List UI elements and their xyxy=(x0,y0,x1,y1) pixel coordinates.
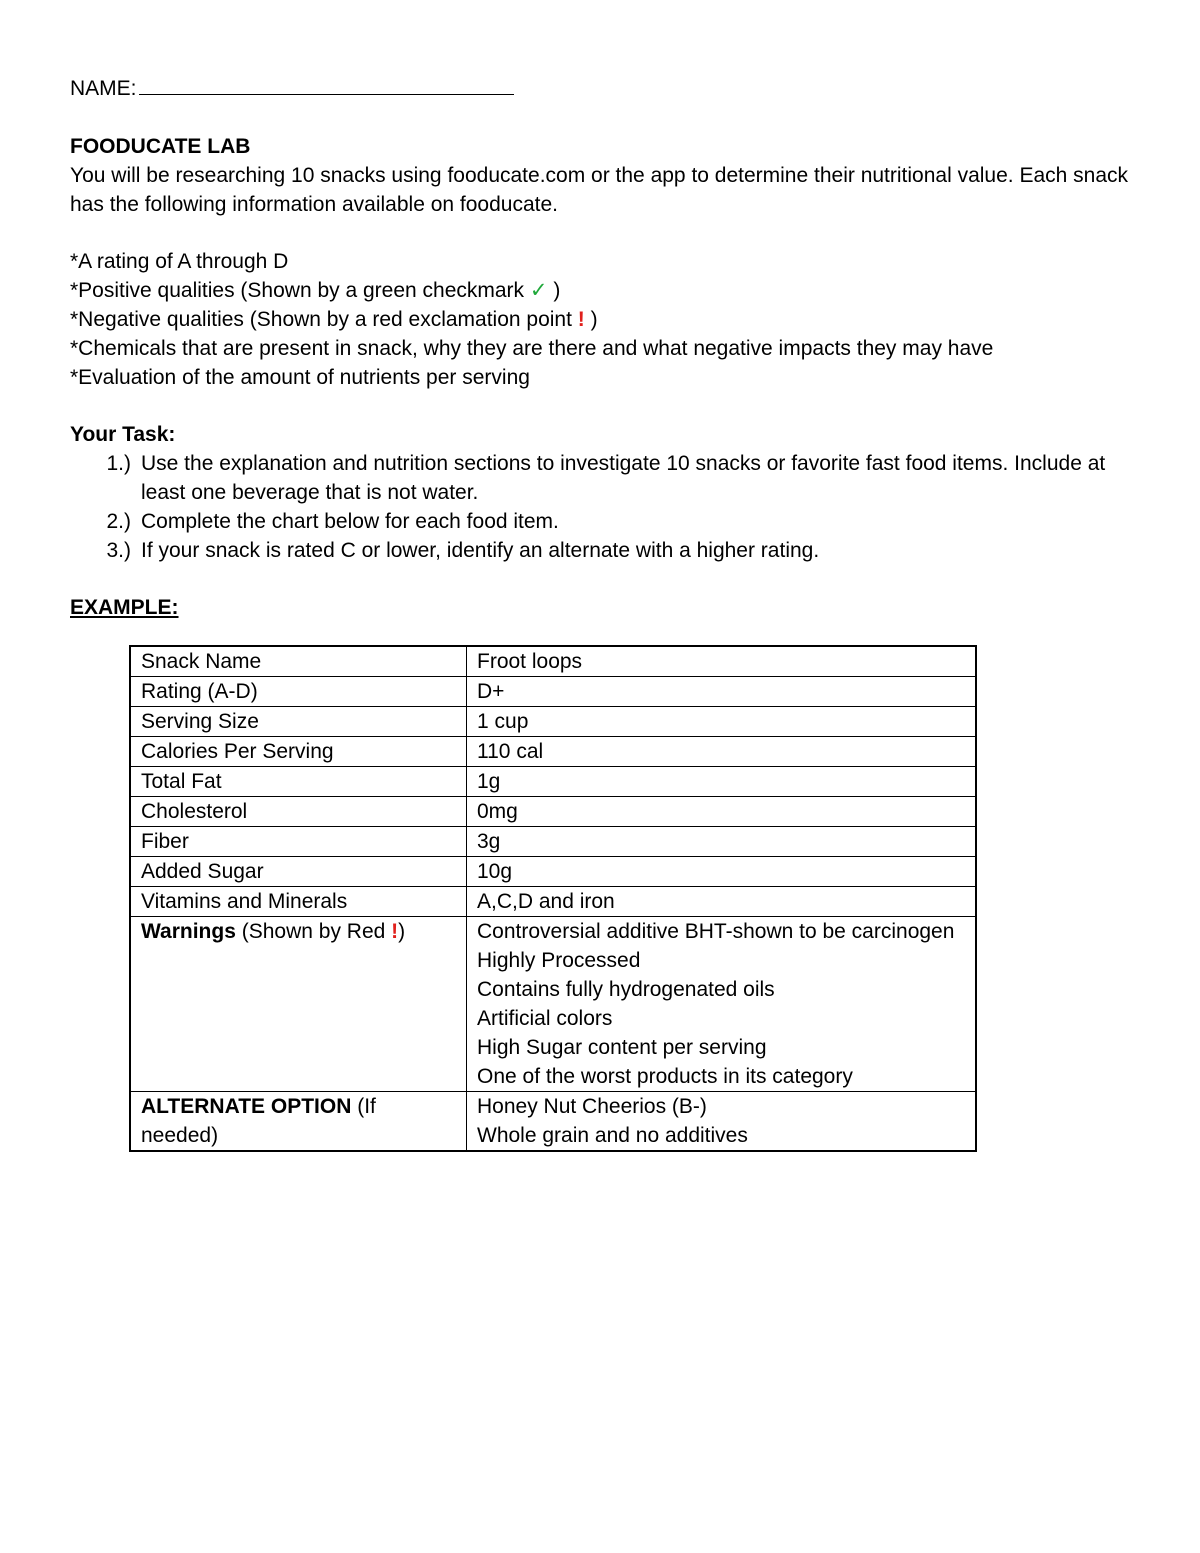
warnings-label: Warnings (Shown by Red !) xyxy=(130,917,467,1092)
warnings-values xyxy=(467,917,977,1092)
alternate-item: Whole grain and no additives xyxy=(477,1124,748,1147)
alternate-item: Honey Nut Cheerios (B-) xyxy=(477,1095,707,1118)
table-row xyxy=(130,887,976,917)
example-chart-table xyxy=(129,645,977,1152)
table-row xyxy=(130,646,976,677)
info-chemicals: *Chemicals that are present in snack, why they are there and what negative impacts they may have xyxy=(70,337,994,360)
row-value: Froot loops xyxy=(467,646,977,677)
table-row xyxy=(130,797,976,827)
row-value: 3g xyxy=(467,827,977,857)
task-heading: Your Task: xyxy=(70,423,176,446)
task-item: 3.) If your snack is rated C or lower, identify an alternate with a higher rating. xyxy=(106,539,820,562)
example-label: EXAMPLE: xyxy=(70,596,179,619)
row-label: Total Fat xyxy=(130,767,467,797)
row-label: Snack Name xyxy=(130,646,467,677)
table-row-alternate xyxy=(130,1092,976,1152)
table-row xyxy=(130,827,976,857)
row-label: Added Sugar xyxy=(130,857,467,887)
info-negative: *Negative qualities (Shown by a red exclamation point ! ) xyxy=(70,308,598,331)
intro-paragraph: You will be researching 10 snacks using fooducate.com or the app to determine their nutritional value. Each snack has the following information available on fooducate. xyxy=(70,164,1129,216)
warning-item: One of the worst products in its category xyxy=(477,1065,853,1088)
name-label: NAME: xyxy=(70,77,137,100)
row-value: 10g xyxy=(467,857,977,887)
row-value: 110 cal xyxy=(467,737,977,767)
table-row-warnings xyxy=(130,917,976,1092)
task-item: 2.) Complete the chart below for each food item. xyxy=(106,510,559,533)
warning-item: Artificial colors xyxy=(477,1007,613,1030)
info-rating: *A rating of A through D xyxy=(70,250,289,273)
warning-item: Highly Processed xyxy=(477,949,641,972)
table-row xyxy=(130,677,976,707)
row-value: 0mg xyxy=(467,797,977,827)
table-row xyxy=(130,767,976,797)
table-row xyxy=(130,707,976,737)
info-positive: *Positive qualities (Shown by a green checkmark ✓ ) xyxy=(70,279,561,302)
info-evaluation: *Evaluation of the amount of nutrients per serving xyxy=(70,366,530,389)
task-list xyxy=(70,449,1130,565)
green-checkmark-icon: ✓ xyxy=(529,279,548,302)
warning-item: Contains fully hydrogenated oils xyxy=(477,978,775,1001)
worksheet-page xyxy=(70,72,1130,622)
row-label: Rating (A-D) xyxy=(130,677,467,707)
warning-item: High Sugar content per serving xyxy=(477,1036,767,1059)
name-field-row xyxy=(70,72,1130,103)
row-label: Cholesterol xyxy=(130,797,467,827)
name-blank-line[interactable] xyxy=(139,72,514,95)
row-label: Serving Size xyxy=(130,707,467,737)
red-exclamation-icon: ! xyxy=(391,920,399,943)
row-label: Calories Per Serving xyxy=(130,737,467,767)
row-value: D+ xyxy=(467,677,977,707)
row-label: Vitamins and Minerals xyxy=(130,887,467,917)
alternate-label: ALTERNATE OPTION (If needed) xyxy=(130,1092,467,1152)
table-row xyxy=(130,737,976,767)
red-exclamation-icon: ! xyxy=(577,308,585,331)
row-label: Fiber xyxy=(130,827,467,857)
task-item: 1.) Use the explanation and nutrition sections to investigate 10 snacks or favorite fast food items. Include at least one beverage that is not water. xyxy=(106,452,1106,504)
warning-item: Controversial additive BHT-shown to be carcinogen xyxy=(477,920,955,943)
row-value: 1g xyxy=(467,767,977,797)
alternate-values xyxy=(467,1092,977,1152)
lab-title: FOODUCATE LAB xyxy=(70,135,251,158)
row-value: 1 cup xyxy=(467,707,977,737)
row-value: A,C,D and iron xyxy=(467,887,977,917)
table-row xyxy=(130,857,976,887)
